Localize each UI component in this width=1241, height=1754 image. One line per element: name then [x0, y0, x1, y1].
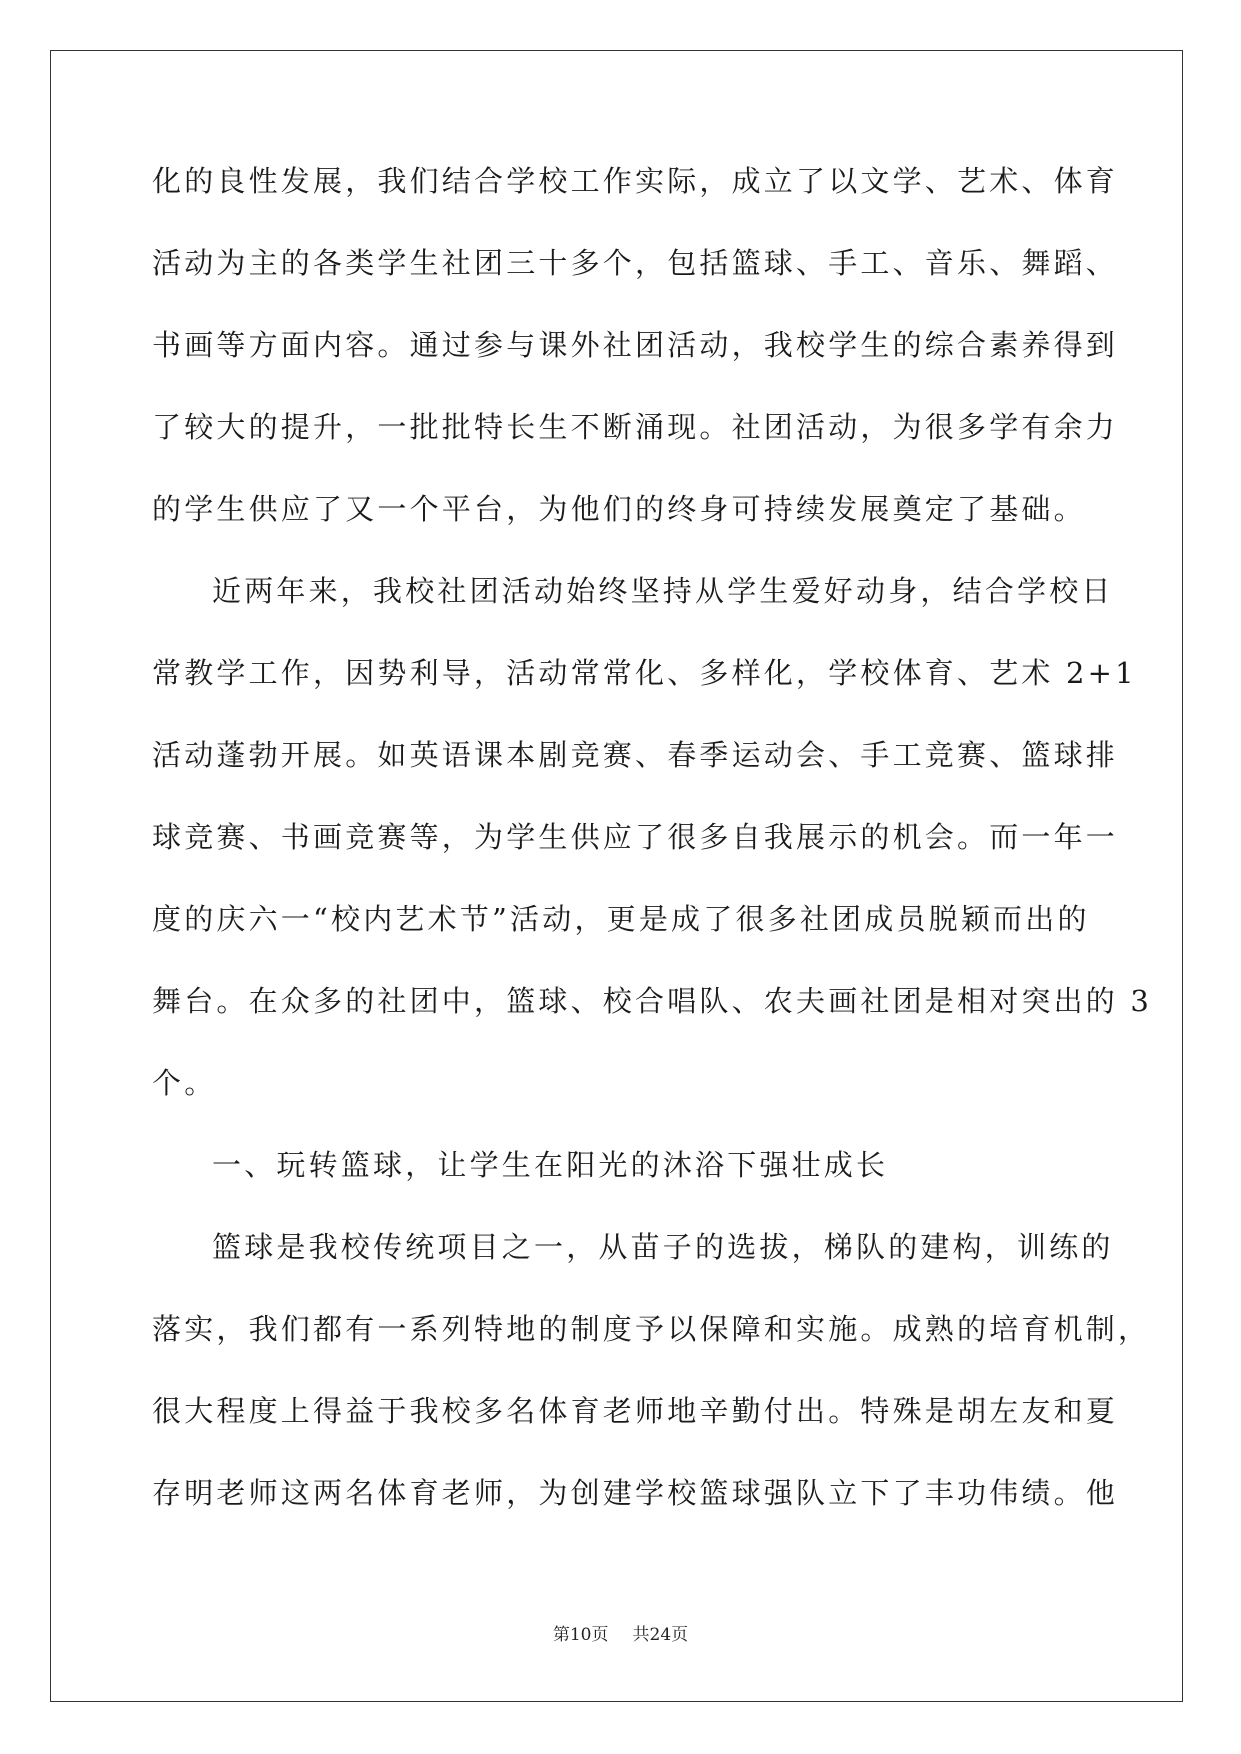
current-page-number: 第10页 — [552, 1625, 609, 1645]
text-line: 活动蓬勃开展。如英语课本剧竞赛、春季运动会、手工竞赛、篮球排 — [152, 738, 1119, 772]
document-body — [152, 160, 1153, 1554]
text-line: 落实，我们都有一系列特地的制度予以保障和实施。成熟的培育机制， — [152, 1312, 1151, 1346]
text-line: 了较大的提升，一批批特长生不断涌现。社团活动，为很多学有余力 — [152, 410, 1119, 444]
text-line: 活动为主的各类学生社团三十多个，包括篮球、手工、音乐、舞蹈、 — [152, 246, 1119, 280]
paragraph-first-line: 近两年来，我校社团活动始终坚持从学生爱好动身，结合学校日 — [212, 574, 1114, 608]
text-line: 存明老师这两名体育老师，为创建学校篮球强队立下了丰功伟绩。他 — [152, 1476, 1119, 1510]
section-heading: 一、玩转篮球，让学生在阳光的沐浴下强壮成长 — [212, 1148, 889, 1182]
text-line: 舞台。在众多的社团中，篮球、校合唱队、农夫画社团是相对突出的 3 — [152, 984, 1153, 1018]
text-line: 个。 — [152, 1066, 217, 1100]
paragraph-first-line: 篮球是我校传统项目之一，从苗子的选拔，梯队的建构，训练的 — [212, 1230, 1114, 1264]
text-line: 球竞赛、书画竞赛等，为学生供应了很多自我展示的机会。而一年一 — [152, 820, 1119, 854]
text-line: 的学生供应了又一个平台，为他们的终身可持续发展奠定了基础。 — [152, 492, 1086, 526]
text-line: 度的庆六一“校内艺术节”活动，更是成了很多社团成员脱颖而出的 — [152, 902, 1090, 936]
text-line: 常教学工作，因势利导，活动常常化、多样化，学校体育、艺术 2+1 — [152, 656, 1137, 690]
page-footer — [0, 1620, 1241, 1645]
text-line: 书画等方面内容。通过参与课外社团活动，我校学生的综合素养得到 — [152, 328, 1119, 362]
text-line: 很大程度上得益于我校多名体育老师地辛勤付出。特殊是胡左友和夏 — [152, 1394, 1119, 1428]
total-page-count: 共24页 — [632, 1625, 689, 1645]
text-line: 化的良性发展，我们结合学校工作实际，成立了以文学、艺术、体育 — [152, 164, 1119, 198]
